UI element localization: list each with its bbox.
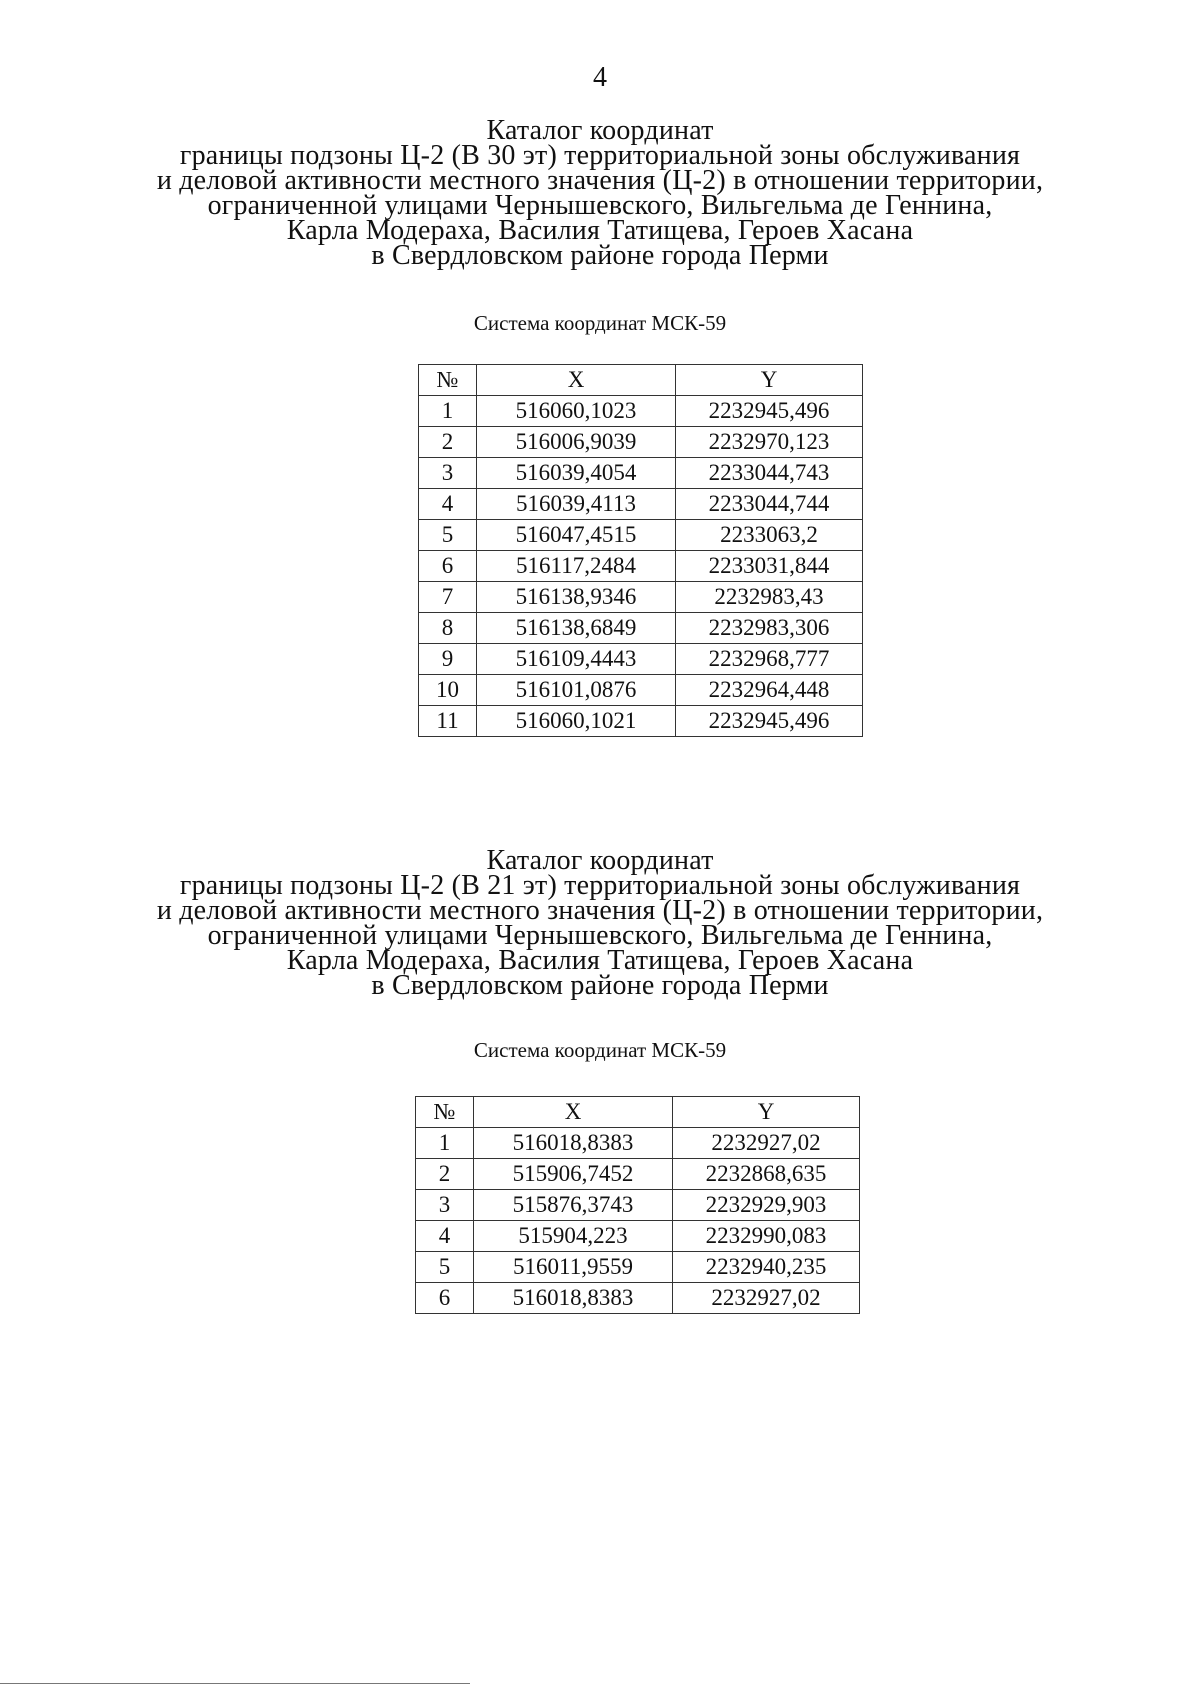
column-header-x: X [477, 365, 676, 396]
cell-x: 516018,8383 [474, 1128, 673, 1159]
cell-x: 516006,9039 [477, 427, 676, 458]
table-row [419, 582, 863, 613]
cell-x: 516039,4054 [477, 458, 676, 489]
table-row [419, 427, 863, 458]
catalog-heading-line: и деловой активности местного значения (Ц-2) в отношении территории, [156, 165, 1044, 196]
table-row [416, 1283, 860, 1314]
table-row [416, 1159, 860, 1190]
cell-y: 2232945,496 [676, 396, 863, 427]
table-row [416, 1190, 860, 1221]
cell-y: 2233031,844 [676, 551, 863, 582]
cell-number: 2 [416, 1159, 474, 1190]
cell-x: 516117,2484 [477, 551, 676, 582]
catalog-heading-line: ограниченной улицами Чернышевского, Вильгельма де Геннина, [207, 920, 993, 951]
cell-y: 2232990,083 [673, 1221, 860, 1252]
catalog-heading-line: и деловой активности местного значения (Ц-2) в отношении территории, [156, 895, 1044, 926]
column-header-y: Y [673, 1097, 860, 1128]
table-row [419, 644, 863, 675]
coordinate-system-label: Система координат МСК-59 [473, 1038, 727, 1062]
cell-y: 2232968,777 [676, 644, 863, 675]
cell-y: 2232964,448 [676, 675, 863, 706]
coordinates-table [418, 364, 863, 737]
cell-y: 2233044,744 [676, 489, 863, 520]
catalog-heading-line: Карла Модераха, Василия Татищева, Героев Хасана [286, 215, 914, 246]
cell-y: 2233044,743 [676, 458, 863, 489]
cell-x: 516039,4113 [477, 489, 676, 520]
catalog-heading [0, 845, 1200, 1001]
table-row [416, 1252, 860, 1283]
table-row [419, 551, 863, 582]
cell-x: 516138,9346 [477, 582, 676, 613]
cell-x: 515906,7452 [474, 1159, 673, 1190]
cell-y: 2232929,903 [673, 1190, 860, 1221]
cell-number: 7 [419, 582, 477, 613]
cell-y: 2233063,2 [676, 520, 863, 551]
table-row [419, 396, 863, 427]
cell-number: 4 [419, 489, 477, 520]
table-header-row [416, 1097, 860, 1128]
cell-number: 10 [419, 675, 477, 706]
coordinate-catalog-2 [0, 845, 1200, 1314]
cell-number: 8 [419, 613, 477, 644]
coordinate-catalog-1 [0, 115, 1200, 737]
cell-x: 516011,9559 [474, 1252, 673, 1283]
cell-number: 9 [419, 644, 477, 675]
cell-y: 2232868,635 [673, 1159, 860, 1190]
table-row [419, 675, 863, 706]
table-row [419, 489, 863, 520]
cell-y: 2232940,235 [673, 1252, 860, 1283]
cell-x: 516047,4515 [477, 520, 676, 551]
column-header-number: № [419, 365, 477, 396]
column-header-number: № [416, 1097, 474, 1128]
table-row [416, 1128, 860, 1159]
cell-number: 2 [419, 427, 477, 458]
cell-x: 516018,8383 [474, 1283, 673, 1314]
table-row [419, 613, 863, 644]
cell-x: 515904,223 [474, 1221, 673, 1252]
cell-x: 516060,1021 [477, 706, 676, 737]
cell-y: 2232927,02 [673, 1283, 860, 1314]
table-row [419, 520, 863, 551]
cell-x: 515876,3743 [474, 1190, 673, 1221]
cell-number: 11 [419, 706, 477, 737]
column-header-x: X [474, 1097, 673, 1128]
catalog-title: Каталог координат [486, 845, 714, 876]
cell-number: 1 [419, 396, 477, 427]
cell-x: 516101,0876 [477, 675, 676, 706]
cell-number: 1 [416, 1128, 474, 1159]
catalog-heading-line: в Свердловском районе города Перми [371, 240, 829, 271]
catalog-heading-line: ограниченной улицами Чернышевского, Вильгельма де Геннина, [207, 190, 993, 221]
table-body [419, 396, 863, 737]
cell-y: 2232945,496 [676, 706, 863, 737]
cell-number: 6 [416, 1283, 474, 1314]
table-body [416, 1128, 860, 1314]
cell-number: 5 [419, 520, 477, 551]
cell-number: 6 [419, 551, 477, 582]
cell-y: 2232983,306 [676, 613, 863, 644]
table-header-row [419, 365, 863, 396]
coordinates-table [415, 1096, 860, 1314]
catalog-heading-line: границы подзоны Ц-2 (В 21 эт) территориальной зоны обслуживания [179, 870, 1021, 901]
catalog-heading-line: в Свердловском районе города Перми [371, 970, 829, 1001]
catalog-heading-line: Карла Модераха, Василия Татищева, Героев Хасана [286, 945, 914, 976]
table-row [419, 458, 863, 489]
footer-divider [0, 1683, 470, 1684]
table-row [419, 706, 863, 737]
cell-y: 2232983,43 [676, 582, 863, 613]
catalog-title: Каталог координат [486, 115, 714, 146]
cell-y: 2232970,123 [676, 427, 863, 458]
cell-x: 516138,6849 [477, 613, 676, 644]
coordinate-system-label: Система координат МСК-59 [473, 311, 727, 335]
page-number: 4 [593, 62, 607, 93]
cell-number: 3 [419, 458, 477, 489]
table-row [416, 1221, 860, 1252]
column-header-y: Y [676, 365, 863, 396]
cell-x: 516109,4443 [477, 644, 676, 675]
catalog-heading [0, 115, 1200, 271]
cell-x: 516060,1023 [477, 396, 676, 427]
cell-y: 2232927,02 [673, 1128, 860, 1159]
catalog-heading-line: границы подзоны Ц-2 (В 30 эт) территориальной зоны обслуживания [179, 140, 1021, 171]
cell-number: 5 [416, 1252, 474, 1283]
cell-number: 4 [416, 1221, 474, 1252]
cell-number: 3 [416, 1190, 474, 1221]
